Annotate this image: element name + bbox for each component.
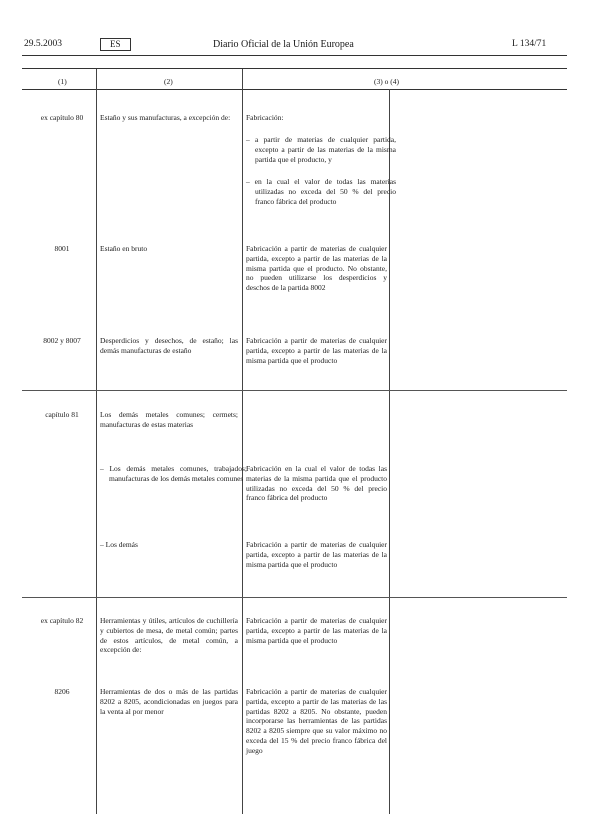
row-rule: Fabricación a partir de materias de cualquier partida, excepto a partir de las materias de las partidas 8202 a 8205. No obstante, pueden incorporarse las herramientas de las partidas 8202 a 8205 siempre que su valor máximo no exceda del 15 % del precio franco fábrica del juego [246,687,387,755]
row-rule-item: – a partir de materias de cualquier partida, excepto a partir de las materias de la misma partida que el producto, y [246,135,396,164]
row-code: 8206 [54,687,70,696]
page-reference: L 134/71 [512,39,547,49]
row-description: Herramientas y útiles, artículos de cuchillería y cubiertos de mesa, de metal común; partes de estos artículos, de metal común, a excepción de: [100,616,238,655]
row-description: Los demás metales comunes; cermets; manufacturas de estas materias [100,410,238,429]
row-rule: Fabricación a partir de materias de cualquier partida, excepto a partir de las materias de la misma partida que el producto [246,336,387,365]
row-code: capítulo 81 [45,410,79,419]
row-description: Estaño y sus manufacturas, a excepción de: [100,113,231,122]
row-separator [22,597,567,598]
journal-title: Diario Oficial de la Unión Europea [213,39,354,50]
column-divider-1 [96,69,97,814]
row-rule: Fabricación a partir de materias de cualquier partida, excepto a partir de las materias de la misma partida que el producto. No obstante, no pueden utilizarse los desperdicios y deschos de la partida 8002 [246,244,387,293]
row-sub-description: – Los demás [100,540,138,549]
column-divider-2 [242,69,243,814]
row-rule: Fabricación a partir de materias de cualquier partida, excepto a partir de las materias de la misma partida que el producto [246,616,387,645]
language-badge: ES [100,38,131,51]
row-code: ex capítulo 80 [40,113,84,122]
header-date: 29.5.2003 [24,39,62,49]
row-description: Estaño en bruto [100,244,148,253]
header-rule [22,55,567,56]
row-sub-rule: Fabricación a partir de materias de cualquier partida, excepto a partir de las materias de la misma partida que el producto [246,540,387,569]
column-header-1: (1) [58,77,67,86]
row-code: 8002 y 8007 [43,336,81,345]
row-description: Herramientas de dos o más de las partidas 8202 a 8205, acondicionadas en juegos para la venta al por menor [100,687,238,716]
column-header-2: (2) [164,77,173,86]
table-header-rule [22,89,567,90]
table-top-rule [22,68,567,69]
row-rule-item: – en la cual el valor de todas las materias utilizadas no exceda del 50 % del precio franco fábrica del producto [246,177,396,206]
row-code: ex capítulo 82 [40,616,84,625]
row-description: Desperdicios y desechos, de estaño; las demás manufacturas de estaño [100,336,238,355]
row-separator [22,390,567,391]
row-sub-description: – Los demás metales comunes, trabajados; manufacturas de los demás metales comunes [100,464,247,483]
row-code: 8001 [54,244,70,253]
row-sub-rule: Fabricación en la cual el valor de todas las materias de la misma partida que el producto utilizadas no exceda del 50 % del precio franco fábrica del producto [246,464,387,503]
column-header-3-4: (3) o (4) [374,77,399,86]
row-rule-intro: Fabricación: [246,113,284,122]
